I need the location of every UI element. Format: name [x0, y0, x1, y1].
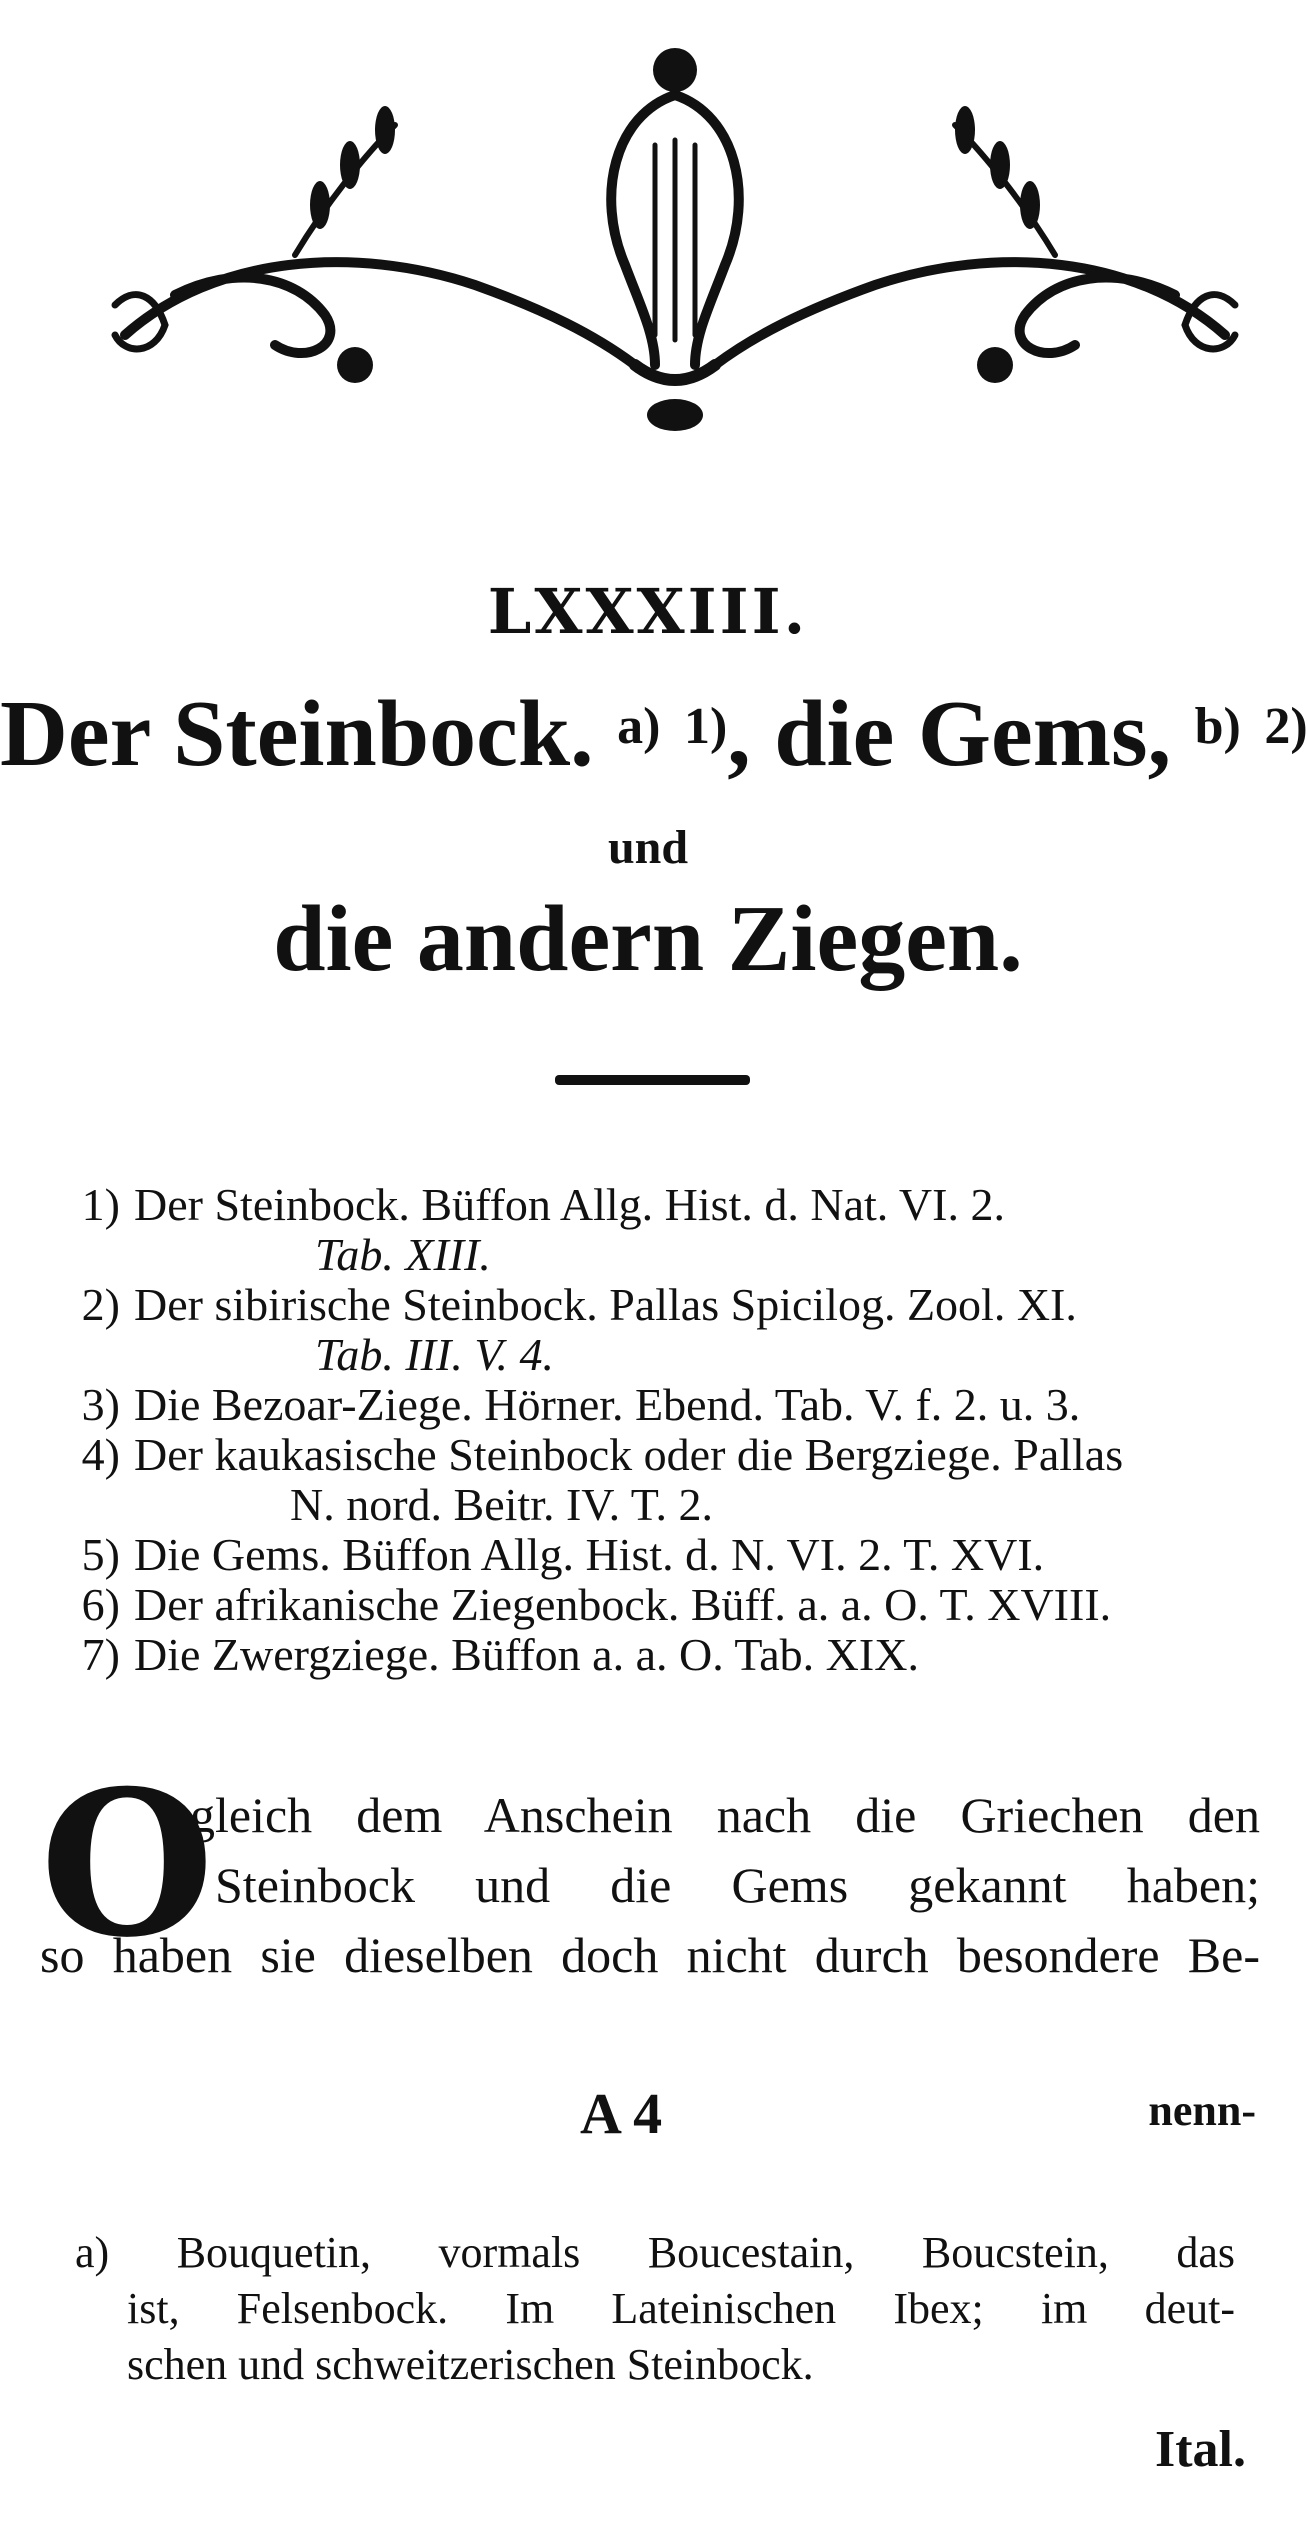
species-number: 4) — [81, 1429, 120, 1480]
chapter-title-line3: die andern Ziegen. — [273, 887, 1023, 991]
right-scroll — [715, 262, 1225, 365]
footnote-ref-a: a) — [617, 698, 661, 755]
title-gems: , die Gems, — [727, 682, 1172, 786]
left-leaf — [340, 141, 360, 189]
body-line: bgleich dem Anschein nach die Griechen den — [165, 1787, 1260, 1843]
species-number: 6) — [81, 1579, 120, 1630]
species-continuation: Tab. III. V. 4. — [315, 1329, 554, 1380]
right-leaf — [990, 141, 1010, 189]
signature-mark: A 4 — [580, 2081, 663, 2146]
species-number: 2) — [81, 1279, 120, 1330]
body-paragraph — [40, 1747, 1260, 1990]
species-entry — [40, 1280, 1260, 1380]
divider-rule — [555, 1075, 750, 1085]
chapter-number: LXXXIII. — [487, 575, 809, 648]
lyre-base — [635, 365, 715, 380]
species-number: 5) — [81, 1529, 120, 1580]
title-connector: und — [607, 821, 689, 874]
lyre-right-arm — [675, 95, 739, 365]
species-text: Der kaukasische Steinbock oder die Bergziege. Pallas — [134, 1429, 1124, 1480]
species-ref-2: 2) — [1264, 698, 1308, 755]
lyre-strings — [655, 140, 695, 340]
species-ref-1: 1) — [683, 698, 728, 755]
drop-cap: O — [40, 1747, 215, 1982]
right-flower — [977, 347, 1013, 383]
species-entry — [40, 1380, 1260, 1430]
species-number: 7) — [81, 1629, 120, 1680]
lyre-top-knob — [653, 48, 697, 92]
lyre-left-arm — [611, 95, 675, 365]
species-text: Der Steinbock. Büffon Allg. Hist. d. Nat. VI. 2. — [134, 1179, 1005, 1230]
species-entry — [40, 1630, 1260, 1680]
species-number: 3) — [81, 1379, 120, 1430]
chapter-title-line1 — [0, 680, 1308, 788]
species-list — [40, 1180, 1260, 1680]
body-line: Steinbock und die Gems gekannt haben; — [215, 1857, 1260, 1913]
left-scroll — [125, 262, 635, 365]
species-entry — [40, 1430, 1260, 1530]
species-text: Die Gems. Büffon Allg. Hist. d. N. VI. 2. T. XVI. — [134, 1529, 1045, 1580]
species-text: Die Zwergziege. Büffon a. a. O. Tab. XIX. — [134, 1629, 919, 1680]
footnote-ref-b: b) — [1194, 698, 1241, 755]
footnote-line: ist, Felsenbock. Im Lateinischen Ibex; im deut- — [127, 2284, 1235, 2333]
center-rosette — [647, 399, 703, 431]
species-entry — [40, 1580, 1260, 1630]
species-number: 1) — [81, 1179, 120, 1230]
species-text: Der afrikanische Ziegenbock. Büff. a. a. O. T. XVIII. — [134, 1579, 1112, 1630]
left-flower — [337, 347, 373, 383]
left-leaf — [375, 106, 395, 154]
ornamental-vignette — [95, 35, 1255, 455]
species-continuation: N. nord. Beitr. IV. T. 2. — [290, 1479, 713, 1530]
body-line: so haben sie dieselben doch nicht durch besondere Be- — [40, 1927, 1260, 1983]
species-continuation: Tab. XIII. — [315, 1229, 491, 1280]
footnote — [75, 2225, 1235, 2393]
footnote-line: a) Bouquetin, vormals Boucestain, Boucstein, das — [75, 2228, 1235, 2277]
species-entry — [40, 1180, 1260, 1280]
catchword: nenn- — [1148, 2086, 1256, 2135]
footnote-line: schen und schweitzerischen Steinbock. — [127, 2340, 814, 2389]
species-entry — [40, 1530, 1260, 1580]
right-leaf — [955, 106, 975, 154]
species-text: Der sibirische Steinbock. Pallas Spicilog. Zool. XI. — [134, 1279, 1077, 1330]
left-leaf — [310, 181, 330, 229]
page-catchword: Ital. — [1155, 2421, 1246, 2478]
right-leaf — [1020, 181, 1040, 229]
species-text: Die Bezoar-Ziege. Hörner. Ebend. Tab. V. f. 2. u. 3. — [134, 1379, 1081, 1430]
title-steinbock: Der Steinbock. — [0, 682, 594, 786]
